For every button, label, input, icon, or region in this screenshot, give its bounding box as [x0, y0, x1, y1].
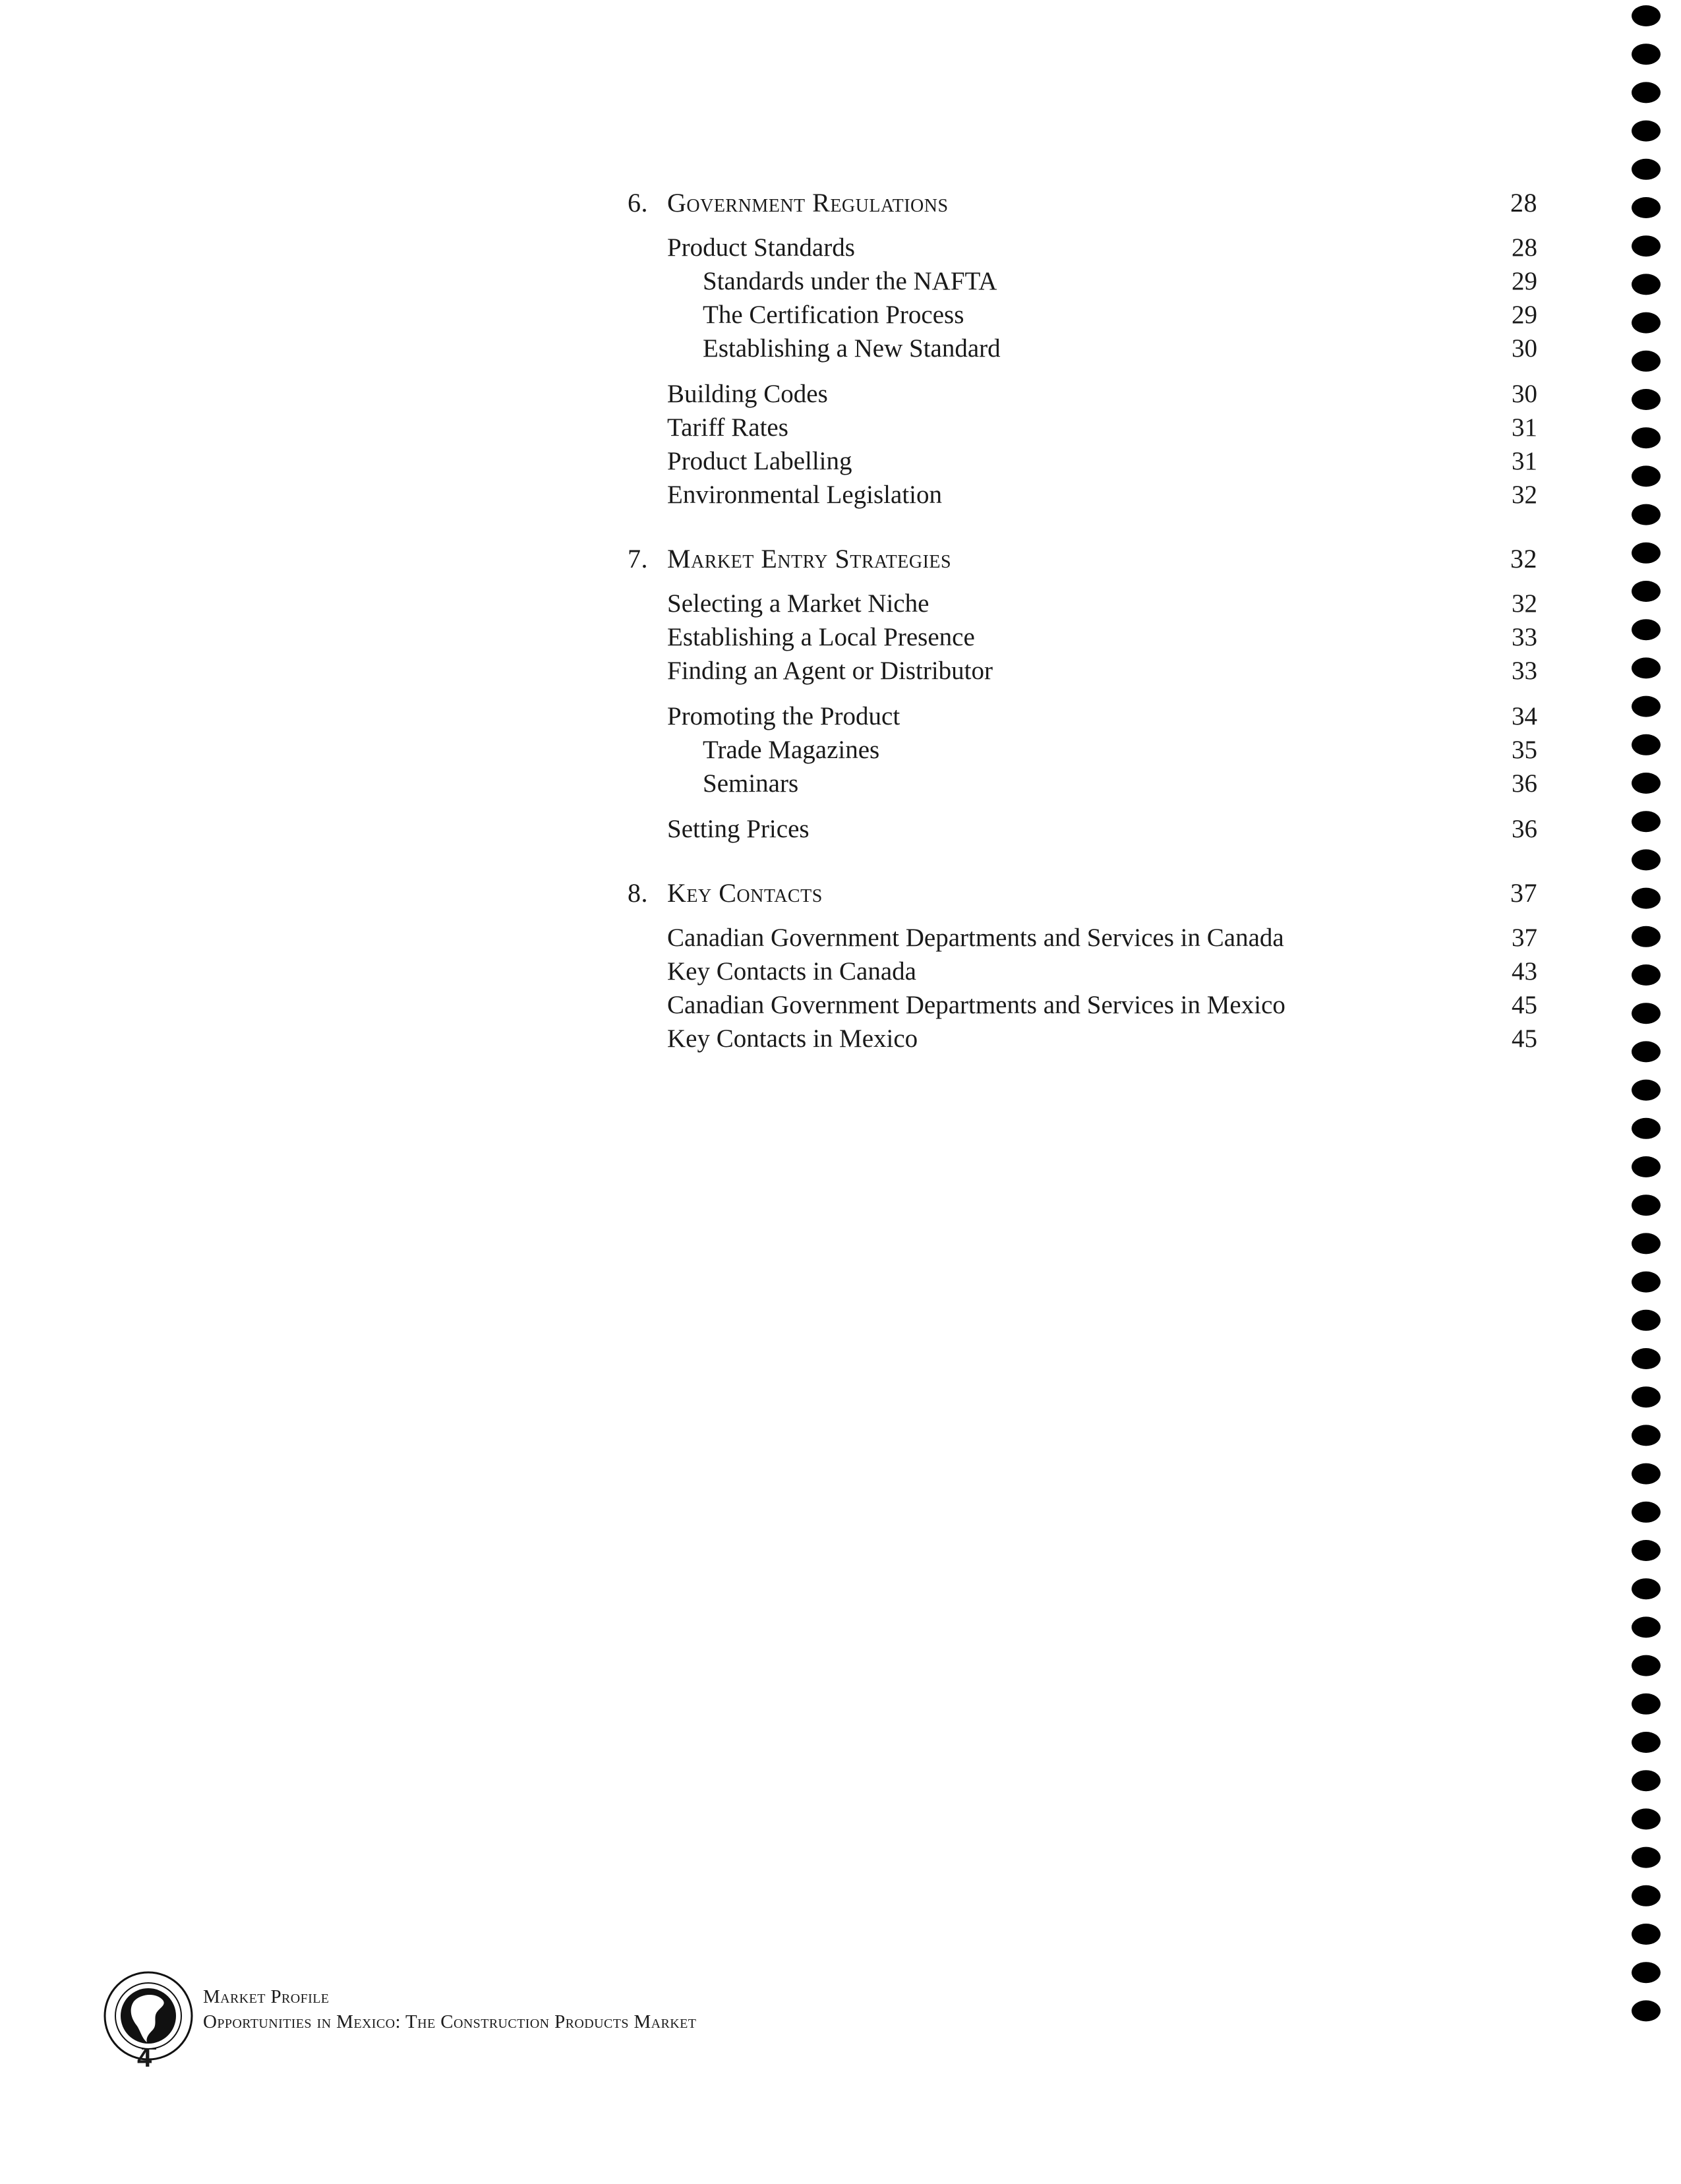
spiral-binding-hole-icon [1632, 159, 1661, 180]
spiral-binding-hole-icon [1632, 926, 1661, 947]
toc-entry-page: 34 [1512, 702, 1537, 730]
toc-entry-label: Establishing a Local Presence [667, 623, 975, 651]
toc-entry-page: 35 [1512, 736, 1537, 764]
spiral-binding-hole-icon [1632, 849, 1661, 870]
toc-entry [628, 231, 1537, 264]
spiral-binding-hole-icon [1632, 734, 1661, 755]
spiral-binding-hole-icon [1632, 619, 1661, 640]
spiral-binding-hole-icon [1632, 1885, 1661, 1906]
section-heading [628, 876, 1537, 910]
toc-entry [628, 921, 1537, 955]
spiral-binding-hole-icon [1632, 1118, 1661, 1139]
toc-section [628, 186, 1537, 512]
toc-entry-label: Product Labelling [667, 447, 852, 475]
spiral-binding-hole-icon [1632, 2000, 1661, 2021]
toc-entry-page: 45 [1512, 1024, 1537, 1053]
spiral-binding-hole-icon [1632, 773, 1661, 794]
toc-entry [628, 332, 1537, 365]
spiral-binding-hole-icon [1632, 427, 1661, 448]
toc-entry-page: 37 [1512, 924, 1537, 952]
section-page: 28 [1510, 188, 1537, 218]
spiral-binding-hole-icon [1632, 1463, 1661, 1485]
toc-section [628, 876, 1537, 1055]
toc-entry [628, 654, 1537, 688]
toc-entry-page: 43 [1512, 957, 1537, 986]
section-title: Market Entry Strategies [667, 544, 952, 574]
spiral-binding-hole-icon [1632, 274, 1661, 295]
toc-entry-label: The Certification Process [703, 301, 964, 329]
spiral-binding-hole-icon [1632, 44, 1661, 65]
toc-entry-page: 29 [1512, 267, 1537, 295]
spiral-binding [1623, 0, 1669, 2184]
toc-entry-label: Key Contacts in Mexico [667, 1024, 918, 1053]
spiral-binding-hole-icon [1632, 696, 1661, 717]
spiral-binding-hole-icon [1632, 121, 1661, 142]
spiral-binding-hole-icon [1632, 581, 1661, 602]
spiral-binding-hole-icon [1632, 1770, 1661, 1791]
toc-entry-label: Canadian Government Departments and Services in Mexico [667, 991, 1285, 1019]
toc-entry-label: Tariff Rates [667, 413, 788, 442]
toc-entry [628, 699, 1537, 733]
spiral-binding-hole-icon [1632, 1962, 1661, 1983]
spiral-binding-hole-icon [1632, 1272, 1661, 1293]
spiral-binding-hole-icon [1632, 5, 1661, 26]
spiral-binding-hole-icon [1632, 1003, 1661, 1024]
toc-entry [628, 988, 1537, 1022]
toc-entry-label: Standards under the NAFTA [703, 267, 997, 295]
toc-entry-label: Selecting a Market Niche [667, 589, 929, 618]
spiral-binding-hole-icon [1632, 197, 1661, 218]
toc-entry-label: Product Standards [667, 233, 855, 262]
spiral-binding-hole-icon [1632, 1578, 1661, 1599]
section-title: Government Regulations [667, 188, 949, 218]
spiral-binding-hole-icon [1632, 1233, 1661, 1254]
table-of-contents [628, 186, 1537, 1055]
section-number: 8. [628, 878, 648, 908]
toc-entry [628, 587, 1537, 620]
footer-title [203, 1984, 696, 2034]
spiral-binding-hole-icon [1632, 1080, 1661, 1101]
spiral-binding-hole-icon [1632, 888, 1661, 909]
spiral-binding-hole-icon [1632, 1655, 1661, 1676]
section-number: 7. [628, 544, 648, 574]
spiral-binding-hole-icon [1632, 543, 1661, 564]
toc-entry [628, 733, 1537, 767]
toc-entry-label: Trade Magazines [703, 736, 880, 764]
spiral-binding-hole-icon [1632, 351, 1661, 372]
spiral-binding-hole-icon [1632, 1732, 1661, 1753]
toc-entry [628, 1022, 1537, 1055]
spiral-binding-hole-icon [1632, 1156, 1661, 1177]
section-heading [628, 542, 1537, 576]
toc-entry-page: 32 [1512, 589, 1537, 618]
toc-section [628, 542, 1537, 846]
toc-entry [628, 298, 1537, 332]
toc-entry-label: Setting Prices [667, 815, 810, 843]
toc-entry [628, 955, 1537, 988]
spiral-binding-hole-icon [1632, 82, 1661, 103]
page-number: 4 [137, 2044, 152, 2073]
toc-entry-label: Canadian Government Departments and Services in Canada [667, 924, 1284, 952]
spiral-binding-hole-icon [1632, 811, 1661, 832]
spiral-binding-hole-icon [1632, 1310, 1661, 1331]
spiral-binding-hole-icon [1632, 1386, 1661, 1407]
toc-entry-page: 29 [1512, 301, 1537, 329]
spiral-binding-hole-icon [1632, 1808, 1661, 1829]
footer-line-1: Market Profile [203, 1986, 330, 2007]
toc-entry-page: 45 [1512, 991, 1537, 1019]
spiral-binding-hole-icon [1632, 504, 1661, 525]
toc-entry [628, 444, 1537, 478]
spiral-binding-hole-icon [1632, 964, 1661, 986]
spiral-binding-hole-icon [1632, 1348, 1661, 1369]
toc-entry-label: Building Codes [667, 380, 828, 408]
spiral-binding-hole-icon [1632, 235, 1661, 256]
spiral-binding-hole-icon [1632, 1540, 1661, 1561]
spiral-binding-hole-icon [1632, 657, 1661, 678]
toc-entry [628, 377, 1537, 411]
toc-entry [628, 411, 1537, 444]
toc-entry-label: Establishing a New Standard [703, 334, 1001, 363]
footer-line-2: Opportunities in Mexico: The Construction Products Market [203, 2011, 697, 2032]
spiral-binding-hole-icon [1632, 1847, 1661, 1868]
spiral-binding-hole-icon [1632, 312, 1661, 334]
spiral-binding-hole-icon [1632, 1616, 1661, 1638]
section-page: 37 [1510, 878, 1537, 908]
section-page: 32 [1510, 544, 1537, 574]
toc-entry-page: 36 [1512, 769, 1537, 798]
spiral-binding-hole-icon [1632, 1195, 1661, 1216]
toc-entry-label: Key Contacts in Canada [667, 957, 916, 986]
toc-entry-label: Seminars [703, 769, 799, 798]
toc-entry-page: 31 [1512, 447, 1537, 475]
spiral-binding-hole-icon [1632, 1502, 1661, 1523]
toc-entry-label: Promoting the Product [667, 702, 900, 730]
spiral-binding-hole-icon [1632, 1924, 1661, 1945]
toc-entry-page: 32 [1512, 481, 1537, 509]
toc-entry-page: 36 [1512, 815, 1537, 843]
toc-entry [628, 767, 1537, 800]
spiral-binding-hole-icon [1632, 1694, 1661, 1715]
toc-entry-page: 33 [1512, 657, 1537, 685]
toc-entry-label: Environmental Legislation [667, 481, 942, 509]
toc-entry [628, 812, 1537, 846]
section-title: Key Contacts [667, 878, 823, 908]
spiral-binding-hole-icon [1632, 465, 1661, 487]
toc-entry-page: 28 [1512, 233, 1537, 262]
section-heading [628, 186, 1537, 220]
toc-entry [628, 620, 1537, 654]
toc-entry-page: 31 [1512, 413, 1537, 442]
toc-entry-page: 30 [1512, 380, 1537, 408]
toc-entry [628, 478, 1537, 512]
toc-entry-page: 33 [1512, 623, 1537, 651]
toc-entry-label: Finding an Agent or Distributor [667, 657, 993, 685]
spiral-binding-hole-icon [1632, 1041, 1661, 1062]
toc-entry [628, 264, 1537, 298]
section-number: 6. [628, 188, 648, 218]
spiral-binding-hole-icon [1632, 1425, 1661, 1446]
spiral-binding-hole-icon [1632, 389, 1661, 410]
toc-entry-page: 30 [1512, 334, 1537, 363]
